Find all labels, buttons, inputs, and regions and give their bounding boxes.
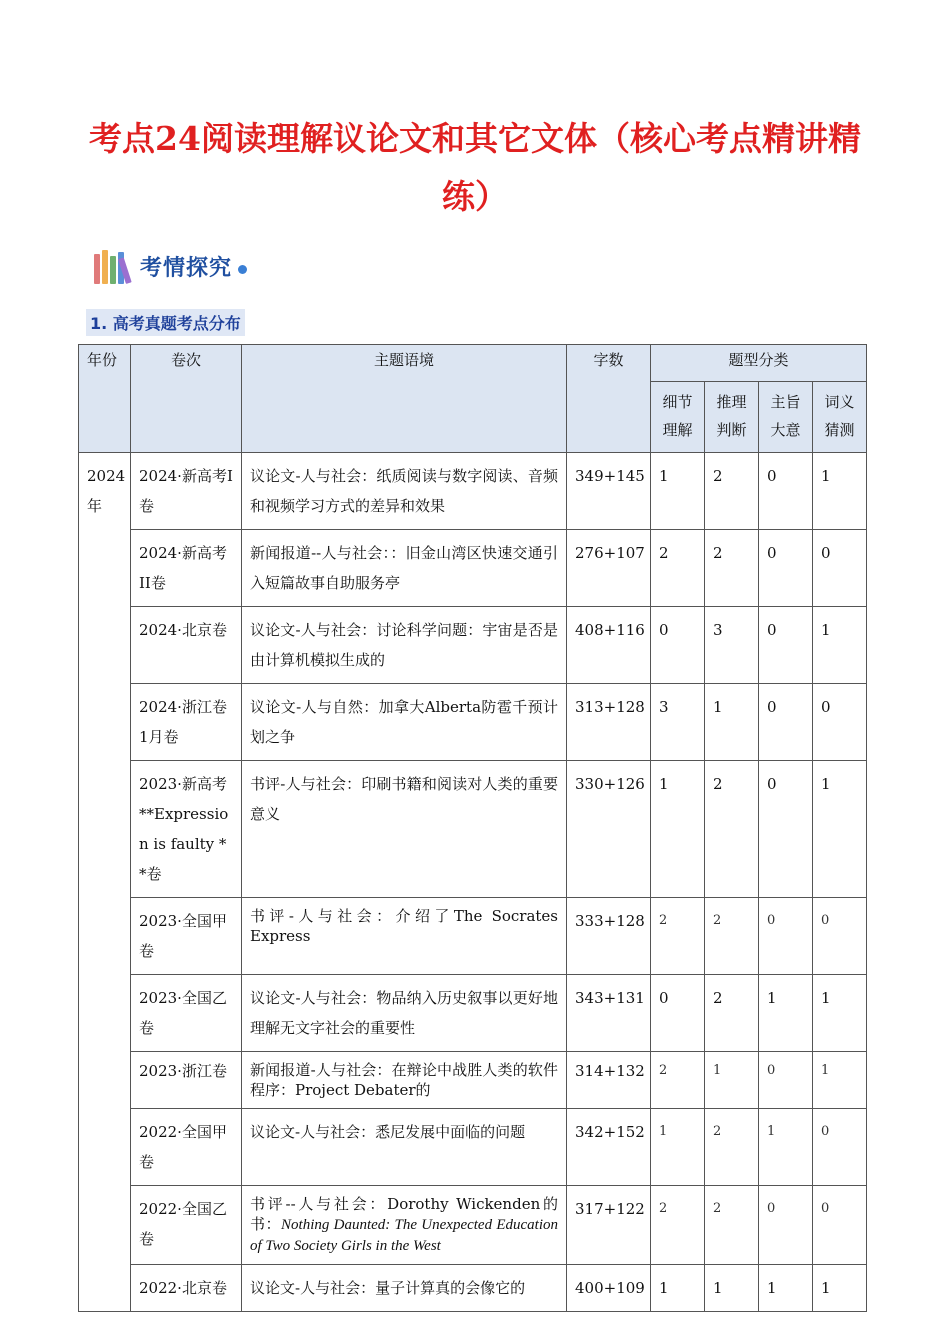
- header-year: 年份: [79, 345, 131, 453]
- subheader-word-meaning: 词义猜测: [813, 382, 867, 453]
- count-cell: 2: [651, 1186, 705, 1265]
- words-cell: 317+122: [567, 1186, 651, 1265]
- count-cell: 0: [651, 607, 705, 684]
- topic-cell: [242, 1186, 567, 1265]
- count-cell: 0: [813, 898, 867, 975]
- words-cell: 343+131: [567, 975, 651, 1052]
- page-title: 考点24阅读理解议论文和其它文体（核心考点精讲精练）: [89, 119, 861, 216]
- count-cell: 1: [651, 1265, 705, 1312]
- count-cell: 3: [705, 607, 759, 684]
- banner-title: 考情探究: [140, 255, 233, 281]
- topic-cell: 新闻报道--人与社会：：旧金山湾区快速交通引入短篇故事自助服务亭: [242, 530, 567, 607]
- count-cell: 0: [651, 975, 705, 1052]
- words-cell: 349+145: [567, 453, 651, 530]
- count-cell: 2: [651, 530, 705, 607]
- count-cell: 1: [813, 453, 867, 530]
- words-cell: 330+126: [567, 761, 651, 898]
- paper-cell: 2024·北京卷: [131, 607, 242, 684]
- count-cell: 0: [759, 1052, 813, 1109]
- count-cell: 2: [651, 1052, 705, 1109]
- words-cell: 333+128: [567, 898, 651, 975]
- table-row: [79, 453, 867, 530]
- count-cell: 1: [651, 761, 705, 898]
- count-cell: 1: [813, 1265, 867, 1312]
- paper-cell: 2024·新高考I卷: [131, 453, 242, 530]
- topic-cell: 书评-人与社会：介绍了The Socrates Express: [242, 898, 567, 975]
- topic-cell: 议论文-人与社会：悉尼发展中面临的问题: [242, 1109, 567, 1186]
- words-cell: 313+128: [567, 684, 651, 761]
- section-banner: [94, 246, 247, 286]
- count-cell: 0: [813, 530, 867, 607]
- words-cell: 342+152: [567, 1109, 651, 1186]
- topic-cell: 书评-人与社会：印刷书籍和阅读对人类的重要意义: [242, 761, 567, 898]
- count-cell: 1: [651, 1109, 705, 1186]
- table-row: [79, 607, 867, 684]
- book-title: Nothing Daunted: The Unexpected Education of Two Society Girls in the West: [250, 1217, 558, 1254]
- count-cell: 1: [759, 1265, 813, 1312]
- count-cell: 2: [705, 453, 759, 530]
- count-cell: 1: [705, 684, 759, 761]
- paper-cell: 2024·新高考II卷: [131, 530, 242, 607]
- subheader-detail: 细节理解: [651, 382, 705, 453]
- topic-cell: 议论文-人与社会：量子计算真的会像它的: [242, 1265, 567, 1312]
- count-cell: 0: [759, 1186, 813, 1265]
- words-cell: 400+109: [567, 1265, 651, 1312]
- table-row: [79, 1186, 867, 1265]
- count-cell: 2: [705, 1186, 759, 1265]
- subheader-main-idea: 主旨大意: [759, 382, 813, 453]
- paper-cell: 2023·新高考**Expression is faulty **卷: [131, 761, 242, 898]
- count-cell: 1: [759, 975, 813, 1052]
- count-cell: 0: [759, 530, 813, 607]
- paper-cell: 2022·全国甲卷: [131, 1109, 242, 1186]
- paper-cell: 2022·全国乙卷: [131, 1186, 242, 1265]
- header-paper: 卷次: [131, 345, 242, 453]
- count-cell: 2: [651, 898, 705, 975]
- count-cell: 2: [705, 761, 759, 898]
- count-cell: 0: [759, 684, 813, 761]
- table-row: [79, 761, 867, 898]
- count-cell: 1: [813, 1052, 867, 1109]
- count-cell: 0: [759, 453, 813, 530]
- paper-cell: 2023·浙江卷: [131, 1052, 242, 1109]
- count-cell: 0: [759, 607, 813, 684]
- exam-distribution-table: [78, 344, 867, 1312]
- topic-cell: 议论文-人与自然：加拿大Alberta防雹千预计划之争: [242, 684, 567, 761]
- table-row: [79, 530, 867, 607]
- count-cell: 0: [759, 898, 813, 975]
- count-cell: 1: [813, 761, 867, 898]
- dot-icon: [238, 265, 247, 274]
- count-cell: 0: [759, 761, 813, 898]
- books-icon: [94, 248, 134, 284]
- paper-cell: 2023·全国乙卷: [131, 975, 242, 1052]
- count-cell: 1: [813, 607, 867, 684]
- paper-cell: 2022·北京卷: [131, 1265, 242, 1312]
- subheader-inference: 推理判断: [705, 382, 759, 453]
- words-cell: 408+116: [567, 607, 651, 684]
- count-cell: 3: [651, 684, 705, 761]
- paper-cell: 2024·浙江卷1月卷: [131, 684, 242, 761]
- words-cell: 276+107: [567, 530, 651, 607]
- count-cell: 1: [651, 453, 705, 530]
- count-cell: 2: [705, 898, 759, 975]
- topic-cell: 新闻报道-人与社会：在辩论中战胜人类的软件程序：Project Debater的: [242, 1052, 567, 1109]
- count-cell: 1: [813, 975, 867, 1052]
- count-cell: 2: [705, 530, 759, 607]
- words-cell: 314+132: [567, 1052, 651, 1109]
- topic-cell: 议论文-人与社会：讨论科学问题：宇宙是否是由计算机模拟生成的: [242, 607, 567, 684]
- year-cell: 2024年: [79, 453, 131, 1312]
- count-cell: 1: [705, 1265, 759, 1312]
- table-row: [79, 1052, 867, 1109]
- topic-cell: 议论文-人与社会：物品纳入历史叙事以更好地理解无文字社会的重要性: [242, 975, 567, 1052]
- table-row: [79, 975, 867, 1052]
- table-row: [79, 1109, 867, 1186]
- count-cell: 0: [813, 1109, 867, 1186]
- header-words: 字数: [567, 345, 651, 453]
- table-row: [79, 1265, 867, 1312]
- count-cell: 1: [759, 1109, 813, 1186]
- table-row: [79, 684, 867, 761]
- section-heading: 1. 高考真题考点分布: [86, 309, 245, 336]
- header-topic: 主题语境: [242, 345, 567, 453]
- count-cell: 2: [705, 1109, 759, 1186]
- count-cell: 1: [705, 1052, 759, 1109]
- count-cell: 0: [813, 1186, 867, 1265]
- topic-prefix: 书评--人与社会：Dorothy Wickenden的书：: [250, 1195, 558, 1233]
- table-row: [79, 898, 867, 975]
- topic-cell: 议论文-人与社会：纸质阅读与数字阅读、音频和视频学习方式的差异和效果: [242, 453, 567, 530]
- count-cell: 2: [705, 975, 759, 1052]
- paper-cell: 2023·全国甲卷: [131, 898, 242, 975]
- header-types: 题型分类: [651, 345, 867, 382]
- count-cell: 0: [813, 684, 867, 761]
